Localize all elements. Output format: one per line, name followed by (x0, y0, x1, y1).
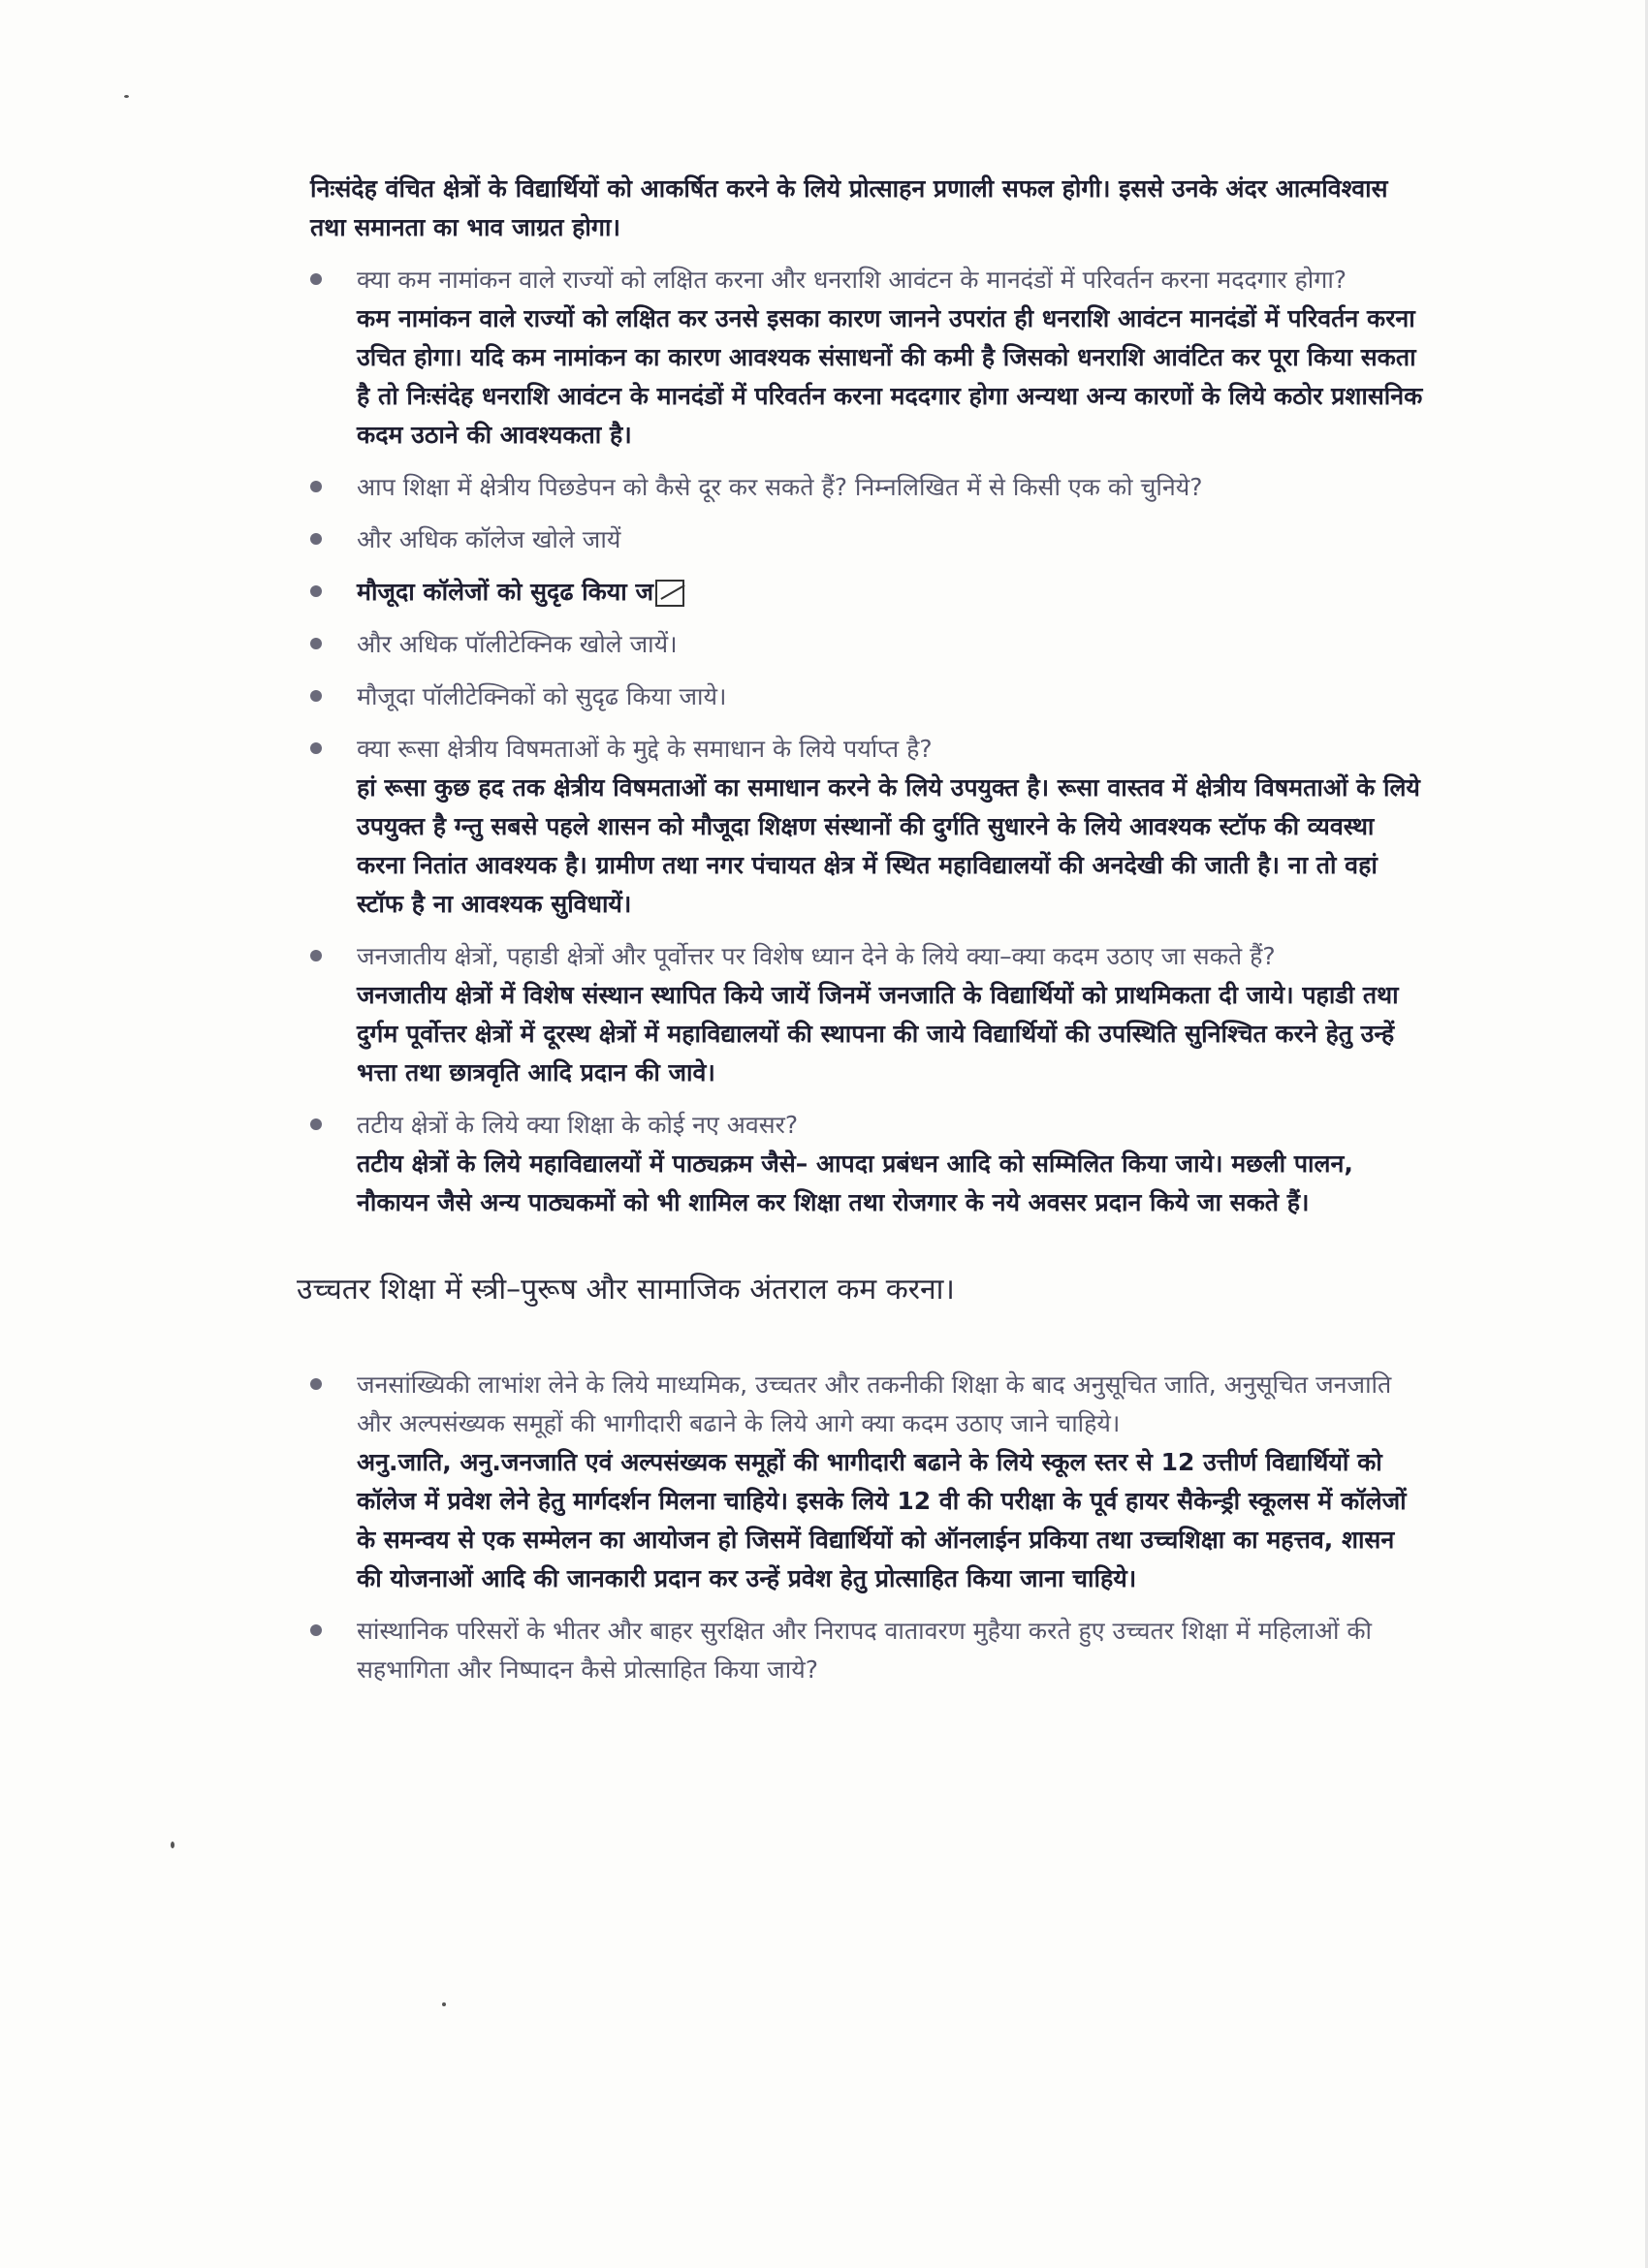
scan-speck (171, 1842, 174, 1848)
question-text: जनसांख्यिकी लाभांश लेने के लिये माध्यमिक, उच्चतर और तकनीकी शिक्षा के बाद अनुसूचित जाति, अनुसूचित जनजाति और अल्पसंख्यक समूहों की भागीदारी बढाने के लिये आगे क्या कदम उठाए जाने चाहिये। (357, 1370, 1392, 1437)
list-item (310, 1106, 1425, 1222)
bullet-icon (310, 1118, 322, 1130)
list-item (310, 1366, 1425, 1598)
list-item (310, 261, 1425, 455)
answer-text: तटीय क्षेत्रों के लिये महाविद्यालयों में पाठ्यक्रम जैसे– आपदा प्रबंधन आदि को सम्मिलित किया जाये। मछली पालन, नौकायन जैसे अन्य पाठ्यकमों को भी शामिल कर शिक्षा तथा रोजगार के नये अवसर प्रदान किये जा सकते हैं। (357, 1150, 1353, 1216)
question-text: सांस्थानिक परिसरों के भीतर और बाहर सुरक्षित और निरापद वातावरण मुहैया करते हुए उच्चतर शिक्षा में महिलाओं की सहभागिता और निष्पादन कैसे प्रोत्साहित किया जाये? (357, 1617, 1372, 1684)
list-item (310, 677, 1425, 716)
option-text: और अधिक पॉलीटेक्निक खोले जायें। (357, 630, 678, 658)
question-text: जनजातीय क्षेत्रों, पहाडी क्षेत्रों और पूर्वोत्तर पर विशेष ध्यान देने के लिये क्या–क्या कदम उठाए जा सकते हैं? (357, 942, 1276, 970)
bullet-icon (310, 1624, 322, 1636)
option-text: मौजूदा पॉलीटेक्निकों को सुदृढ किया जाये। (357, 682, 727, 710)
list-item (310, 1612, 1425, 1689)
bullet-icon (310, 950, 322, 961)
bullet-icon (310, 533, 322, 545)
selected-option-text (357, 573, 1425, 612)
answer-text: कम नामांकन वाले राज्यों को लक्षित कर उनसे इसका कारण जानने उपरांत ही धनराशि आवंटन मानदंडों में परिवर्तन करना उचित होगा। यदि कम नामांकन का कारण आवश्यक संसाधनों की कमी है जिसको धनराशि आवंटित कर पूरा किया सकता है तो निःसंदेह धनराशि आवंटन के मानदंडों में परिवर्तन करना मददगार होगा अन्यथा अन्य कारणों के लिये कठोर प्रशासनिक कदम उठाने की आवश्यकता है। (357, 304, 1423, 449)
bullet-icon (310, 481, 322, 492)
question-text: आप शिक्षा में क्षेत्रीय पिछडेपन को कैसे दूर कर सकते हैं? निम्नलिखित में से किसी एक को चुनिये? (357, 473, 1203, 501)
checkbox-tick-icon (655, 580, 684, 607)
bullet-icon (310, 1378, 322, 1390)
answer-text: जनजातीय क्षेत्रों में विशेष संस्थान स्थापित किये जायें जिनमें जनजाति के विद्यार्थियों को प्राथमिकता दी जाये। पहाडी तथा दुर्गम पूर्वोत्तर क्षेत्रों में दूरस्थ क्षेत्रों में महाविद्यालयों की स्थापना की जाये विद्यार्थियों की उपस्थिति सुनिश्चित करने हेतु उन्हें भत्ता तथा छात्रवृति आदि प्रदान की जावे। (357, 981, 1399, 1087)
bullet-icon (310, 585, 322, 597)
selected-option-label: मौजूदा कॉलेजों को सुदृढ किया ज (357, 578, 654, 606)
bullet-icon (310, 690, 322, 702)
bullet-icon (310, 273, 322, 285)
bullet-icon (310, 638, 322, 649)
question-text: क्या कम नामांकन वाले राज्यों को लक्षित करना और धनराशि आवंटन के मानदंडों में परिवर्तन करना मददगार होगा? (357, 266, 1347, 294)
section-heading: उच्चतर शिक्षा में स्त्री–पुरूष और सामाजिक अंतराल कम करना। (297, 1273, 955, 1307)
document-body (297, 170, 1425, 1689)
question-text: तटीय क्षेत्रों के लिये क्या शिक्षा के कोई नए अवसर? (357, 1111, 799, 1139)
list-item (310, 573, 1425, 612)
question-text: क्या रूसा क्षेत्रीय विषमताओं के मुद्दे के समाधान के लिये पर्याप्त है? (357, 735, 933, 763)
scan-speck (124, 95, 129, 98)
bullet-icon (310, 742, 322, 754)
list-item (310, 937, 1425, 1092)
list-item (310, 730, 1425, 924)
list-item (310, 468, 1425, 507)
answer-text: अनु.जाति, अनु.जनजाति एवं अल्पसंख्यक समूहों की भागीदारी बढाने के लिये स्कूल स्तर से 12 उत्तीर्ण विद्यार्थियों को कॉलेज में प्रवेश लेने हेतु मार्गदर्शन मिलना चाहिये। इसके लिये 12 वी की परीक्षा के पूर्व हायर सैकेन्ड्री स्कूलस में कॉलेजों के समन्वय से एक सम्मेलन का आयोजन हो जिसमें विद्यार्थियों को ऑनलाईन प्रकिया तथा उच्चशिक्षा का महत्तव, शासन की योजनाओं आदि की जानकारी प्रदान कर उन्हें प्रवेश हेतु प्रोत्साहित किया जाना चाहिये। (357, 1448, 1407, 1592)
scan-speck (442, 2002, 446, 2006)
list-item (310, 625, 1425, 664)
intro-paragraph: निःसंदेह वंचित क्षेत्रों के विद्यार्थियों को आकर्षित करने के लिये प्रोत्साहन प्रणाली सफल होगी। इससे उनके अंदर आत्मविश्वास तथा समानता का भाव जाग्रत होगा। (310, 174, 1388, 241)
option-text: और अधिक कॉलेज खोले जायें (357, 525, 621, 553)
list-item (310, 520, 1425, 559)
answer-text: हां रूसा कुछ हद तक क्षेत्रीय विषमताओं का समाधान करने के लिये उपयुक्त है। रूसा वास्तव में क्षेत्रीय विषमताओं के लिये उपयुक्त है ग्न्तु सबसे पहले शासन को मौजूदा शिक्षण संस्थानों की दुर्गति सुधारने के लिये आवश्यक स्टॉफ की व्यवस्था करना नितांत आवश्यक है। ग्रामीण तथा नगर पंचायत क्षेत्र में स्थित महाविद्यालयों की अनदेखी की जाती है। ना तो वहां स्टॉफ है ना आवश्यक सुविधायें। (357, 773, 1420, 918)
